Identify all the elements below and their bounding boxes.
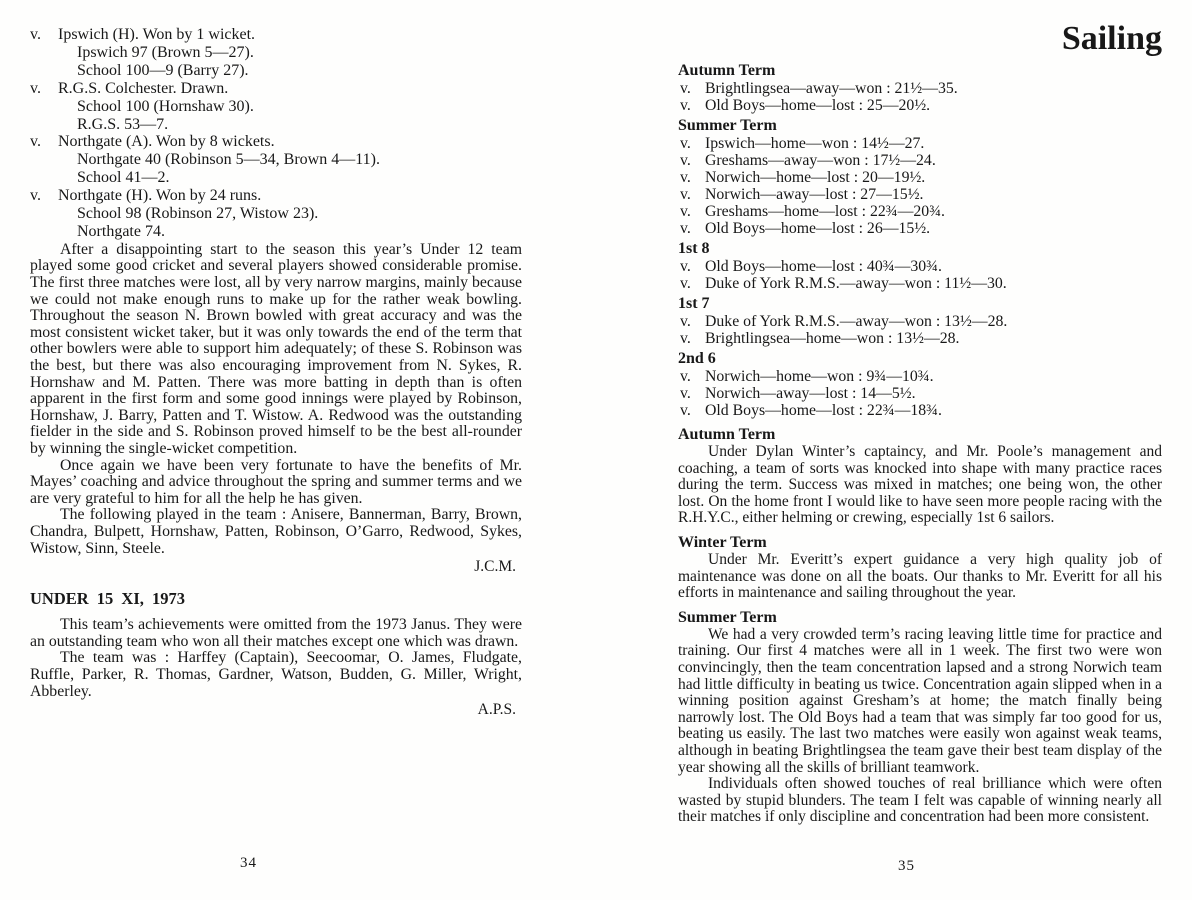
match-sub-line: School 100—9 (Barry 27). — [77, 61, 249, 79]
match-main-line: R.G.S. Colchester. Drawn. — [58, 79, 229, 97]
body-paragraph: Individuals often showed touches of real brilliance which were often wasted by stupid blunders. The team I felt was capable of winning nearly all their matches if only discipline and concentration had been more consistent. — [678, 775, 1162, 826]
versus-marker: v. — [680, 330, 691, 347]
match-result-entry — [30, 26, 522, 80]
versus-marker: v. — [30, 133, 41, 151]
result-line — [678, 97, 1162, 114]
body-paragraph: Once again we have been very fortunate to have the benefits of Mr. Mayes’ coaching and advice throughout the spring and summer terms and we are very grateful to him for all the help he has given. — [30, 456, 522, 507]
left-page — [30, 26, 522, 718]
match-result-entry — [30, 133, 522, 187]
match-result-entry — [30, 187, 522, 241]
result-text: Old Boys—home—lost : 22¾—18¾. — [705, 402, 942, 419]
versus-marker: v. — [680, 368, 691, 385]
result-text: Norwich—away—lost : 14—5½. — [705, 385, 916, 402]
match-sub-line: Ipswich 97 (Brown 5—27). — [77, 43, 254, 61]
match-main-line: Northgate (A). Won by 8 wickets. — [58, 133, 275, 151]
result-text: Duke of York R.M.S.—away—won : 11½—30. — [705, 275, 1007, 292]
result-line — [678, 313, 1162, 330]
result-text: Greshams—home—lost : 22¾—20¾. — [705, 203, 946, 220]
match-main-line: Ipswich (H). Won by 1 wicket. — [58, 26, 256, 43]
versus-marker: v. — [680, 275, 691, 292]
section-heading-1st-7: 1st 7 — [678, 295, 710, 312]
section-heading-2nd-6: 2nd 6 — [678, 350, 716, 367]
match-main-line: Northgate (H). Won by 24 runs. — [58, 187, 262, 205]
result-line — [678, 135, 1162, 152]
versus-marker: v. — [680, 80, 691, 97]
result-line — [678, 385, 1162, 402]
author-initials: A.P.S. — [477, 701, 516, 719]
result-line — [678, 169, 1162, 186]
section-heading-under-15-xi: UNDER 15 XI, 1973 — [30, 589, 186, 609]
match-result-entry — [30, 80, 522, 134]
result-line — [678, 220, 1162, 237]
versus-marker: v. — [680, 152, 691, 169]
versus-marker: v. — [680, 203, 691, 220]
result-line — [678, 368, 1162, 385]
result-line — [678, 275, 1162, 292]
versus-marker: v. — [680, 313, 691, 330]
result-text: Norwich—home—won : 9¾—10¾. — [705, 368, 934, 385]
body-paragraph: After a disappointing start to the season this year’s Under 12 team played some good cricket and several players showed considerable promise. The first three matches were lost, all by very narrow margins, mainly because we could not make enough runs to make up for the rather weak bowling. Throughout the season N. Brown bowled with great accuracy and was the most consistent wicket taker, but it was only towards the end of the term that other bowlers were able to support him adequately; of these S. Robinson was the best, but there was also encouraging improvement from N. Sykes, R. Hornshaw and M. Patten. There was more batting in depth than is often apparent in the first form and some good innings were played by Robinson, Hornshaw, J. Barry, Patten and T. Wistow. A. Redwood was the outstanding fielder in the side and S. Robinson proved himself to be the best all-rounder by winning the single-wicket competition. — [30, 240, 522, 457]
match-sub-line: School 41—2. — [77, 169, 170, 187]
match-sub-line: Northgate 74. — [77, 222, 165, 240]
result-line — [678, 80, 1162, 97]
result-text: Greshams—away—won : 17½—24. — [705, 152, 936, 169]
result-text: Brightlingsea—away—won : 21½—35. — [705, 80, 958, 97]
sailing-title: Sailing — [1061, 20, 1162, 57]
result-text: Norwich—away—lost : 27—15½. — [705, 186, 924, 203]
author-initials: J.C.M. — [474, 558, 516, 576]
page-number: 34 — [240, 855, 257, 871]
result-line — [678, 258, 1162, 275]
result-text: Norwich—home—lost : 20—19½. — [705, 169, 926, 186]
result-text: Ipswich—home—won : 14½—27. — [705, 135, 925, 152]
match-sub-line: School 100 (Hornshaw 30). — [77, 97, 254, 115]
match-sub-line: R.G.S. 53—7. — [77, 115, 169, 133]
versus-marker: v. — [30, 26, 41, 43]
section-heading-autumn-term: Autumn Term — [678, 426, 776, 443]
versus-marker: v. — [30, 187, 41, 205]
section-heading-1st-8: 1st 8 — [678, 240, 710, 257]
section-heading-winter-term: Winter Term — [678, 533, 767, 551]
body-paragraph: We had a very crowded term’s racing leaving little time for practice and training. Our first 4 matches were all in 1 week. The first two were won convincingly, then the team concentration lapsed and a strong Norwich team had little difficulty in beating us twice. Concentration again slipped when in a winning position against Gresham’s at home; the match finally being narrowly lost. The Old Boys had a team that was simply far too good for us, beating us easily. The last two matches were easily won against weak teams, although in beating Brightlingsea the team gave their best team display of the year showing all the skills of brilliant teamwork. — [678, 625, 1162, 776]
match-results-list — [30, 26, 522, 241]
result-line — [678, 402, 1162, 419]
result-text: Old Boys—home—lost : 25—20½. — [705, 97, 931, 114]
result-line — [678, 152, 1162, 169]
result-line — [678, 203, 1162, 220]
result-line — [678, 186, 1162, 203]
match-sub-line: School 98 (Robinson 27, Wistow 23). — [77, 205, 319, 223]
versus-marker: v. — [680, 135, 691, 152]
result-text: Old Boys—home—lost : 26—15½. — [705, 220, 931, 237]
right-page — [678, 20, 1162, 826]
body-paragraph: Under Dylan Winter’s captaincy, and Mr. Poole’s management and coaching, a team of sorts was knocked into shape with many practice races during the term. Success was mixed in matches; one being won, the other lost. On the home front I would like to have seen more people racing with the R.H.Y.C., either helming or crewing, especially 1st 6 sailors. — [678, 443, 1162, 527]
versus-marker: v. — [680, 258, 691, 275]
page-number: 35 — [898, 858, 915, 874]
section-heading-autumn-term: Autumn Term — [678, 62, 776, 79]
body-paragraph: This team’s achievements were omitted from the 1973 Janus. They were an outstanding team who won all their matches except one which was drawn. — [30, 616, 522, 650]
versus-marker: v. — [680, 220, 691, 237]
versus-marker: v. — [680, 186, 691, 203]
versus-marker: v. — [680, 402, 691, 419]
result-line — [678, 330, 1162, 347]
versus-marker: v. — [680, 385, 691, 402]
versus-marker: v. — [680, 169, 691, 186]
body-paragraph: The following played in the team : Anisere, Bannerman, Barry, Brown, Chandra, Bulpett, Hornshaw, Patten, Robinson, O’Garro, Redwood, Sykes, Wistow, Sinn, Steele. — [30, 506, 522, 557]
match-sub-line: Northgate 40 (Robinson 5—34, Brown 4—11). — [77, 151, 380, 169]
result-text: Brightlingsea—home—won : 13½—28. — [705, 330, 960, 347]
result-text: Old Boys—home—lost : 40¾—30¾. — [705, 258, 942, 275]
body-paragraph: Under Mr. Everitt’s expert guidance a very high quality job of maintenance was done on all the boats. Our thanks to Mr. Everitt for all his efforts in maintenance and sailing throughout the year. — [678, 550, 1162, 602]
body-paragraph: The team was : Harffey (Captain), Seecoomar, O. James, Fludgate, Ruffle, Parker, R. Thomas, Gardner, Watson, Budden, G. Miller, Wright, Abberley. — [30, 649, 522, 700]
section-heading-summer-term: Summer Term — [678, 117, 777, 134]
result-text: Duke of York R.M.S.—away—won : 13½—28. — [705, 313, 1008, 330]
section-heading-summer-term: Summer Term — [678, 608, 777, 626]
versus-marker: v. — [680, 97, 691, 114]
versus-marker: v. — [30, 79, 41, 97]
